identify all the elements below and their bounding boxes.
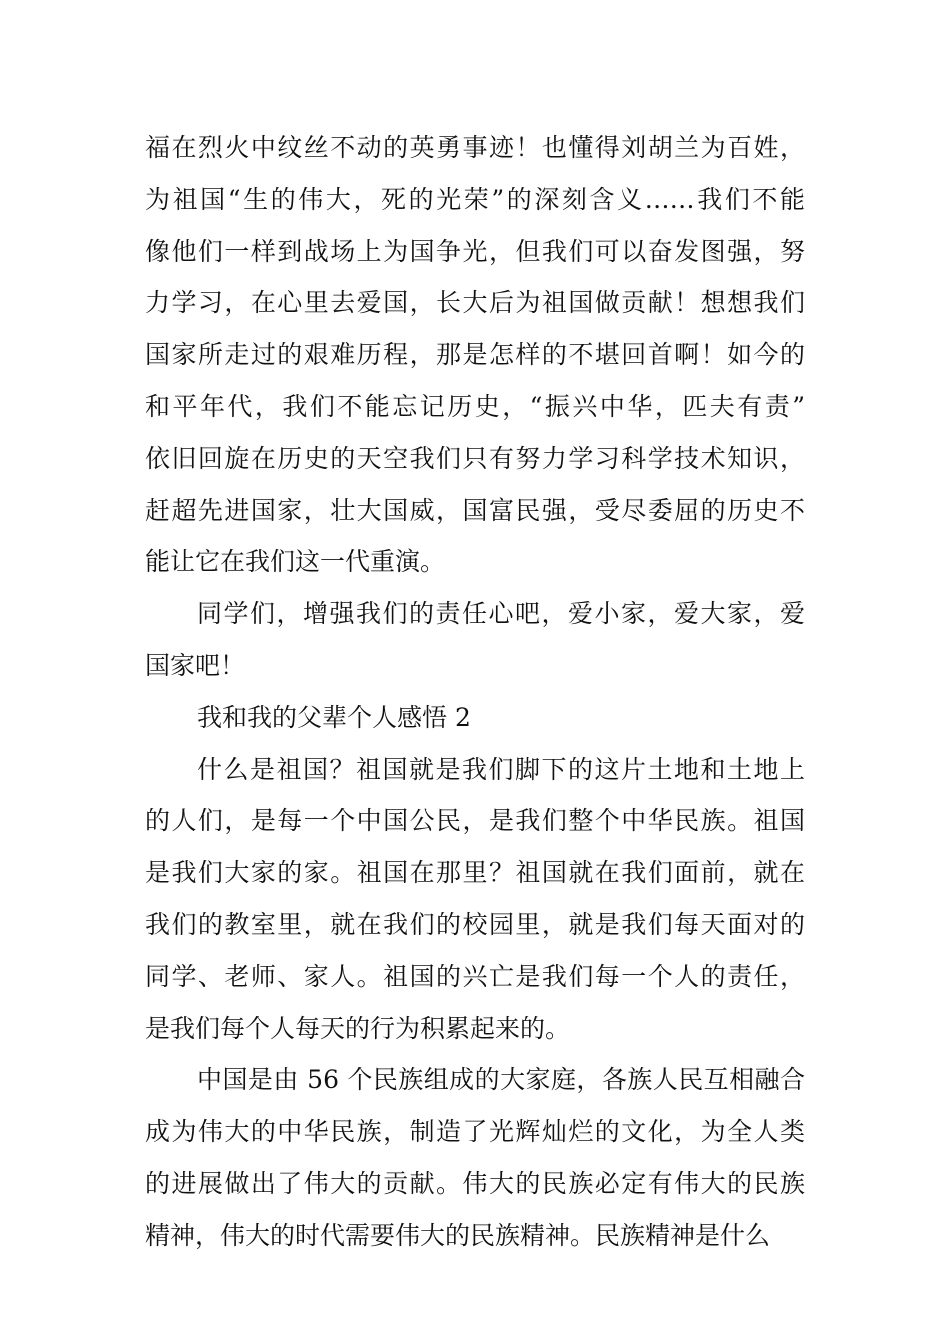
text-line: 精神，伟大的时代需要伟大的民族精神。民族精神是什么 — [145, 1220, 771, 1250]
text-line: 我们的教室里，就在我们的校园里，就是我们每天面对的 — [145, 909, 805, 939]
text-line: 力学习，在心里去爱国，长大后为祖国做贡献！想想我们 — [145, 288, 805, 318]
paragraph-first-line: 同学们，增强我们的责任心吧，爱小家，爱大家，爱 — [197, 599, 805, 629]
text-line: 成为伟大的中华民族，制造了光辉灿烂的文化，为全人类 — [145, 1117, 805, 1147]
text-line: 国家吧！ — [145, 650, 246, 680]
text-line: 国家所走过的艰难历程，那是怎样的不堪回首啊！如今的 — [145, 340, 805, 370]
text-line: 依旧回旋在历史的天空我们只有努力学习科学技术知识， — [145, 443, 805, 473]
text-line: 能让它在我们这一代重演。 — [145, 547, 446, 577]
text-line: 赶超先进国家，壮大国威，国富民强，受尽委屈的历史不 — [145, 495, 805, 525]
text-line: 是我们每个人每天的行为积累起来的。 — [145, 1013, 571, 1043]
section-heading: 我和我的父辈个人感悟 2 — [197, 702, 471, 732]
text-line: 的人们，是每一个中国公民，是我们整个中华民族。祖国 — [145, 806, 805, 836]
text-line: 为祖国“生的伟大，死的光荣”的深刻含义……我们不能 — [145, 184, 805, 214]
text-line: 和平年代，我们不能忘记历史，“振兴中华，匹夫有责” — [145, 391, 805, 421]
text-line: 像他们一样到战场上为国争光，但我们可以奋发图强，努 — [145, 236, 805, 266]
paragraph-first-line: 什么是祖国？祖国就是我们脚下的这片土地和土地上 — [197, 754, 805, 784]
text-line: 福在烈火中纹丝不动的英勇事迹！也懂得刘胡兰为百姓， — [145, 133, 805, 162]
paragraph-first-line: 中国是由 56 个民族组成的大家庭，各族人民互相融合 — [197, 1065, 805, 1095]
body-text — [145, 122, 805, 1262]
text-line: 同学、老师、家人。祖国的兴亡是我们每一个人的责任， — [145, 961, 805, 991]
text-line: 是我们大家的家。祖国在那里？祖国就在我们面前，就在 — [145, 858, 805, 888]
text-line: 的进展做出了伟大的贡献。伟大的民族必定有伟大的民族 — [145, 1168, 805, 1198]
